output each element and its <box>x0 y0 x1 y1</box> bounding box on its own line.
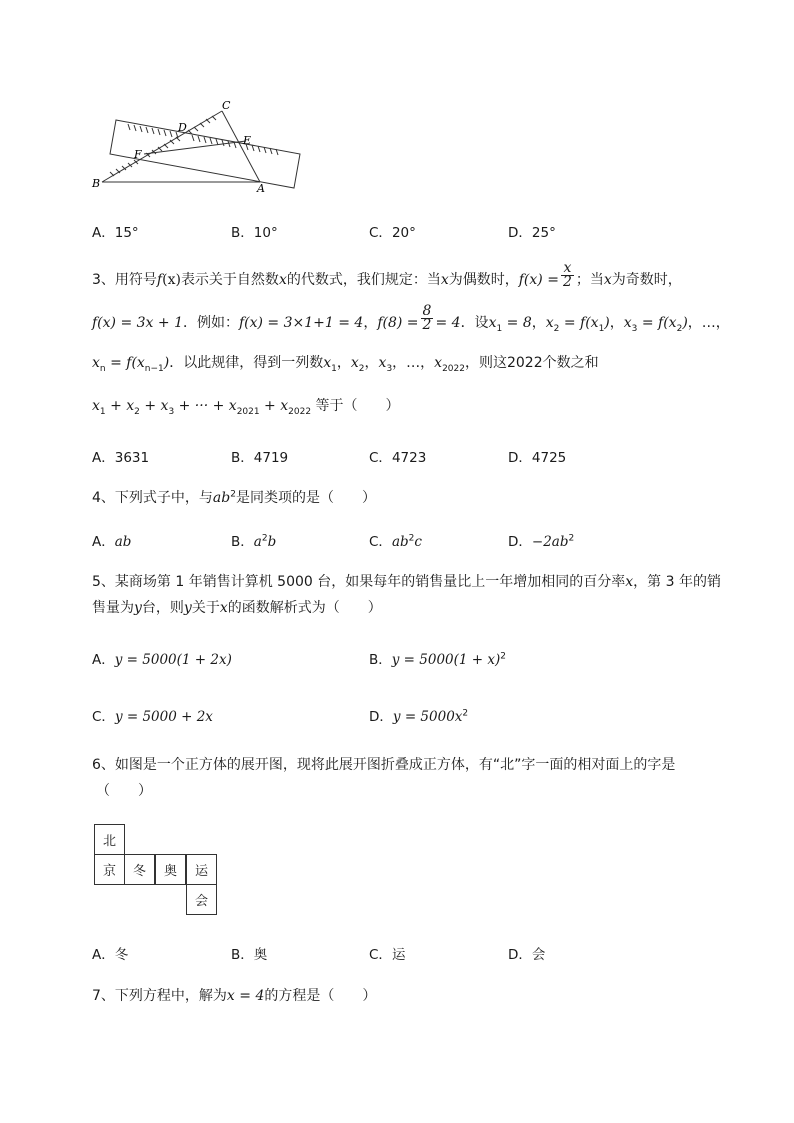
option-a[interactable]: A．3631 <box>92 450 150 466</box>
q6-line2: （ ） <box>96 783 152 799</box>
option-a[interactable]: A．15° <box>92 225 139 241</box>
q7-stem: 7、下列方程中，解为x = 4的方程是（ ） <box>92 988 377 1004</box>
ruler-ticks <box>128 124 278 155</box>
option-a[interactable]: A．y = 5000(1 + 2x) <box>92 652 232 668</box>
net-cell-dong: 冬 <box>124 854 155 885</box>
net-cell-yun: 运 <box>186 854 217 885</box>
option-d[interactable]: D．4725 <box>508 450 567 466</box>
option-c[interactable]: C．20° <box>369 225 416 241</box>
label-B: B <box>92 177 101 190</box>
q6-line1: 6、如图是一个正方体的展开图，现将此展开图折叠成正方体，有“北”字一面的相对面上的字是 <box>92 757 676 773</box>
q3-line3: $x_n = f(x_{n-1})$．以此规律，得到一列数$x_1$，$x_2$，$x_3$，…，$x_{2022}$，则这2022个数之和 <box>92 355 599 374</box>
label-E: E <box>243 134 252 147</box>
geometry-figure <box>88 96 308 196</box>
q3-line2: f(x) = 3x + 1．例如：f(x) = 3×1+1 = 4，f(8) = $\frac{8}{2}$ = 4．设$x_1 = 8$，$x_2 = f(x_1)$，$x_3 = f(x_2)$，…， <box>92 302 730 334</box>
net-cell-hui: 会 <box>186 884 217 915</box>
net-cell-north: 北 <box>94 824 125 855</box>
net-cell-jing: 京 <box>94 854 125 885</box>
label-D: D <box>178 121 187 134</box>
label-F: F <box>134 148 142 161</box>
option-a[interactable]: A．ab <box>92 534 132 550</box>
option-a[interactable]: A．冬 <box>92 947 129 963</box>
option-d[interactable]: D．$y = 5000x^2$ <box>369 708 469 725</box>
option-d[interactable]: D．$-2ab^2$ <box>508 533 575 550</box>
q4-stem: 4、下列式子中，与$ab^2$是同类项的是（ ） <box>92 489 376 506</box>
option-b[interactable]: B．$y = 5000(1 + x)^2$ <box>369 651 507 668</box>
option-d[interactable]: D．25° <box>508 225 556 241</box>
option-c[interactable]: C．4723 <box>369 450 427 466</box>
option-d[interactable]: D．会 <box>508 947 546 963</box>
q3-line1: 3、用符号f(x)表示关于自然数x的代数式，我们规定：当x为偶数时，f(x) = $\frac{x}{2}$ ；当x为奇数时， <box>92 259 682 290</box>
net-cell-ao: 奥 <box>155 854 186 885</box>
option-c[interactable]: C．y = 5000 + 2x <box>92 709 213 725</box>
option-b[interactable]: B．$a^2b$ <box>231 533 277 550</box>
q5-line2: 售量为y台，则y关于x的函数解析式为（ ） <box>92 600 382 616</box>
segment-CA <box>222 111 260 182</box>
segment-FE <box>144 141 246 154</box>
option-c[interactable]: C．运 <box>369 947 406 963</box>
option-b[interactable]: B．奥 <box>231 947 268 963</box>
option-b[interactable]: B．10° <box>231 225 278 241</box>
option-b[interactable]: B．4719 <box>231 450 289 466</box>
label-C: C <box>222 99 231 112</box>
label-A: A <box>257 182 265 195</box>
option-c[interactable]: C．$ab^2c$ <box>369 533 422 550</box>
q5-line1: 5、某商场第 1 年销售计算机 5000 台，如果每年的销售量比上一年增加相同的百分率x，第 3 年的销 <box>92 574 721 590</box>
q3-line4: $x_1 + x_2 + x_3$ + ··· + $x_{2021} + x_{2022}$ 等于（ ） <box>92 398 400 417</box>
